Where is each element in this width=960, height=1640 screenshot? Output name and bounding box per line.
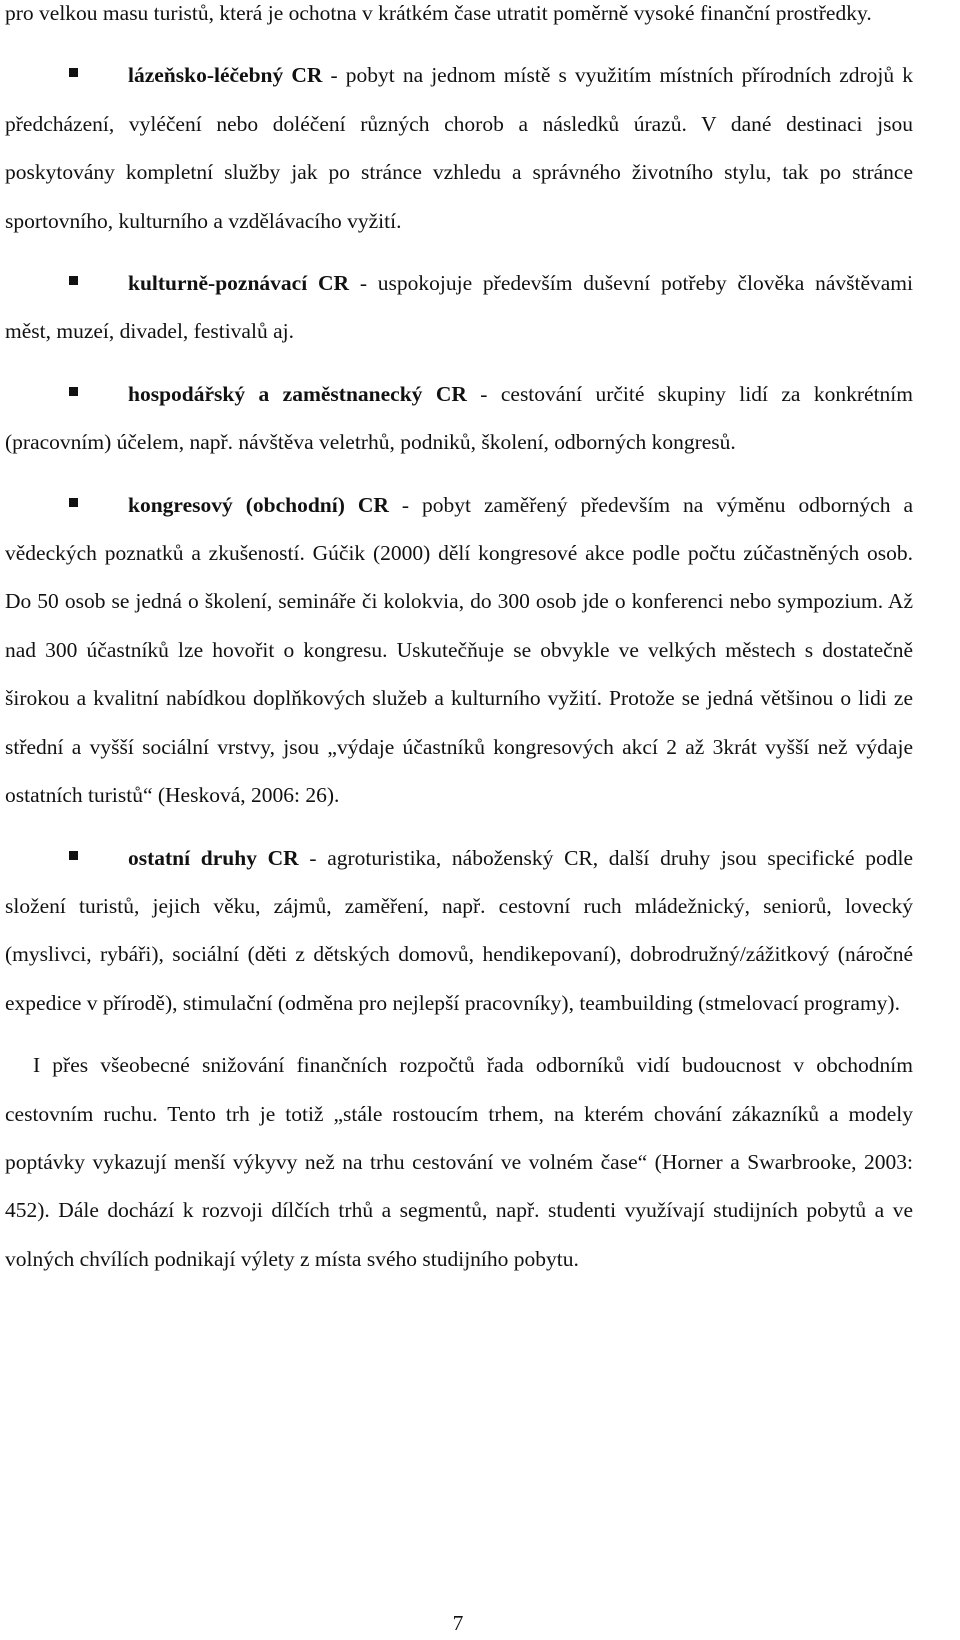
bullet-text: - uspokojuje především duševní potřeby člověka návštěvami měst, muzeí, divadel, festivalů aj. (5, 271, 913, 344)
bullet-term: kongresový (obchodní) CR (128, 492, 389, 517)
bullet-item-kongresovy (5, 481, 913, 820)
square-bullet-icon (69, 276, 78, 285)
bullet-item-hospodarsky (5, 370, 913, 467)
bullet-term: kulturně-poznávací CR (128, 271, 350, 296)
bullet-term: lázeňsko-léčebný CR (128, 63, 323, 88)
bullet-text: - pobyt na jednom místě s využitím místních přírodních zdrojů k předcházení, vyléčení nebo doléčení různých chorob a následků úrazů. V dané destinaci jsou poskytovány kompletní služby jak po stránce vzhledu a správného životního stylu, tak po stránce sportovního, kulturního a vzdělávacího vyžití. (5, 63, 913, 233)
document-page (5, 0, 913, 1283)
closing-paragraph-text: I přes všeobecné snižování finančních rozpočtů řada odborníků vidí budoucnost v obchodním cestovním ruchu. Tento trh je totiž „stále rostoucím trhem, na kterém chování zákazníků a modely poptávky vykazují menší výkyvy než na trhu cestování ve volném čase“ (Horner a Swarbrooke, 2003: 452). Dále dochází k rozvoji dílčích trhů a segmentů, např. studenti využívají studijních pobytů a ve volných chvílích podnikají výlety z místa svého studijního pobytu. (5, 1053, 913, 1271)
square-bullet-icon (69, 498, 78, 507)
bullet-term: ostatní druhy CR (128, 845, 299, 870)
bullet-item-lazensko-lecebny (5, 51, 913, 245)
square-bullet-icon (69, 387, 78, 396)
bullet-item-kulturne-poznavaci (5, 259, 913, 356)
bullet-text: - agroturistika, náboženský CR, další druhy jsou specifické podle složení turistů, jejich věku, zájmů, zaměření, např. cestovní ruch mládežnický, seniorů, lovecký (myslivci, rybáři), sociální (děti z dětských domovů, hendikepovaní), dobrodružný/zážitkový (náročné expedice v přírodě), stimulační (odměna pro nejlepší pracovníky), teambuilding (stmelovací programy). (5, 845, 913, 1015)
closing-paragraph (5, 1041, 913, 1283)
opening-paragraph (5, 0, 913, 37)
bullet-item-ostatni-druhy (5, 834, 913, 1028)
square-bullet-icon (69, 851, 78, 860)
square-bullet-icon (69, 68, 78, 77)
page-number: 7 (452, 1611, 464, 1635)
bullet-term: hospodářský a zaměstnanecký CR (128, 381, 467, 406)
opening-paragraph-text: pro velkou masu turistů, která je ochotna v krátkém čase utratit poměrně vysoké finanční prostředky. (5, 1, 872, 25)
bullet-text: - cestování určité skupiny lidí za konkrétním (pracovním) účelem, např. návštěva veletrhů, podniků, školení, odborných kongresů. (5, 381, 914, 455)
bullet-text: - pobyt zaměřený především na výměnu odborných a vědeckých poznatků a zkušeností. Gúčik (2000) dělí kongresové akce podle počtu zúčastněných osob. Do 50 osob se jedná o školení, semináře či kolokvia, do 300 osob jde o konferenci nebo sympozium. Až nad 300 účastníků lze hovořit o kongresu. Uskutečňuje se obvykle ve velkých městech s dostatečně širokou a kvalitní nabídkou doplňkových služeb a kulturního vyžití. Protože se jedná většinou o lidi ze střední a vyšší sociální vrstvy, jsou „výdaje účastníků kongresových akcí 2 až 3krát vyšší než výdaje ostatních turistů“ (Hesková, 2006: 26). (5, 492, 913, 808)
